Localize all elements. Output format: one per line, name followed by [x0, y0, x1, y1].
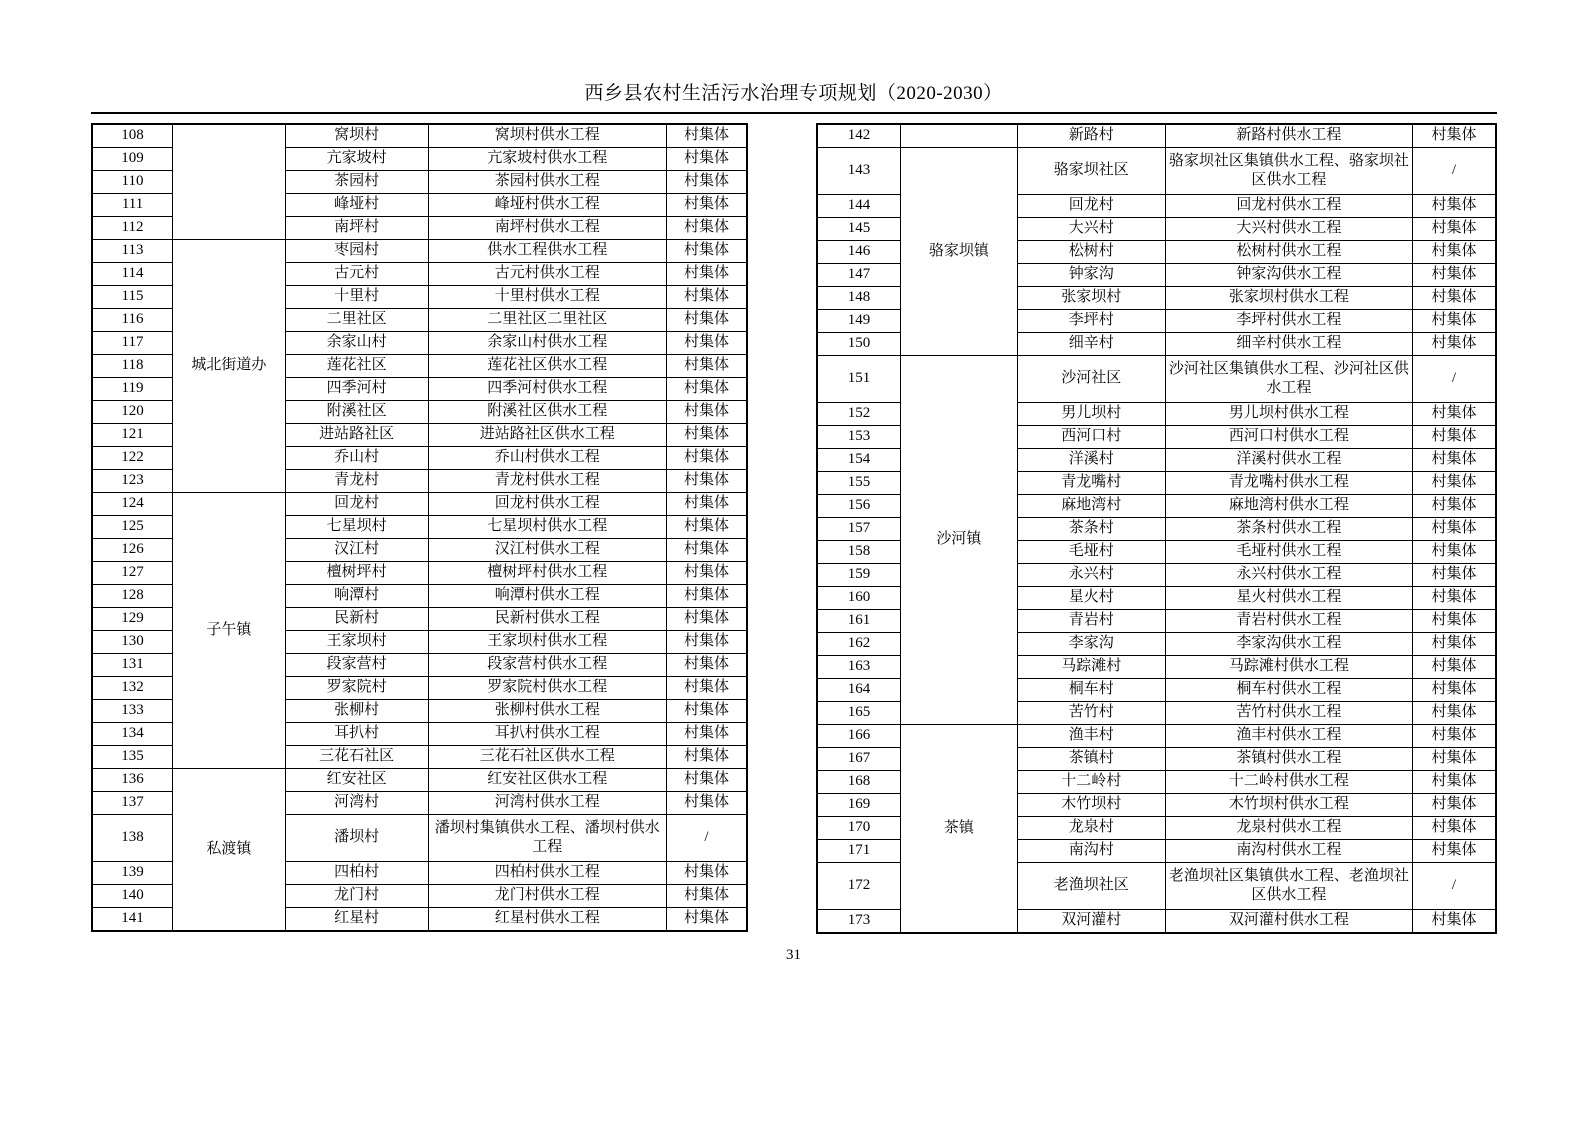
project-cell: 青龙村供水工程	[428, 470, 666, 493]
responsible-cell: 村集体	[666, 746, 747, 769]
village-cell: 麻地湾村	[1017, 495, 1165, 518]
project-cell: 茶条村供水工程	[1165, 518, 1412, 541]
row-number-cell: 171	[817, 840, 901, 863]
project-cell: 附溪社区供水工程	[428, 401, 666, 424]
responsible-cell: 村集体	[1412, 564, 1496, 587]
village-cell: 沙河社区	[1017, 356, 1165, 403]
project-cell: 河湾村供水工程	[428, 792, 666, 815]
project-cell: 余家山村供水工程	[428, 332, 666, 355]
village-cell: 李坪村	[1017, 310, 1165, 333]
project-cell: 峰垭村供水工程	[428, 194, 666, 217]
row-number-cell: 170	[817, 817, 901, 840]
village-cell: 渔丰村	[1017, 725, 1165, 748]
village-cell: 张家坝村	[1017, 287, 1165, 310]
village-cell: 段家营村	[285, 654, 428, 677]
row-number-cell: 169	[817, 794, 901, 817]
responsible-cell: /	[1412, 356, 1496, 403]
row-number-cell: 139	[92, 862, 173, 885]
table-row	[92, 769, 747, 792]
table-row	[817, 725, 1496, 748]
village-cell: 龙门村	[285, 885, 428, 908]
town-cell: 茶镇	[901, 725, 1018, 934]
row-number-cell: 126	[92, 539, 173, 562]
responsible-cell: 村集体	[1412, 310, 1496, 333]
row-number-cell: 157	[817, 518, 901, 541]
responsible-cell: 村集体	[1412, 702, 1496, 725]
village-cell: 附溪社区	[285, 401, 428, 424]
row-number-cell: 132	[92, 677, 173, 700]
project-cell: 红星村供水工程	[428, 908, 666, 932]
header-rule	[91, 112, 1497, 114]
row-number-cell: 168	[817, 771, 901, 794]
project-cell: 亢家坡村供水工程	[428, 148, 666, 171]
village-cell: 四季河村	[285, 378, 428, 401]
village-cell: 十二岭村	[1017, 771, 1165, 794]
village-cell: 桐车村	[1017, 679, 1165, 702]
responsible-cell: 村集体	[1412, 910, 1496, 934]
project-cell: 南坪村供水工程	[428, 217, 666, 240]
project-cell: 檀树坪村供水工程	[428, 562, 666, 585]
project-cell: 苦竹村供水工程	[1165, 702, 1412, 725]
village-cell: 洋溪村	[1017, 449, 1165, 472]
village-cell: 回龙村	[285, 493, 428, 516]
row-number-cell: 136	[92, 769, 173, 792]
row-number-cell: 131	[92, 654, 173, 677]
row-number-cell: 112	[92, 217, 173, 240]
responsible-cell: 村集体	[666, 493, 747, 516]
project-cell: 三花石社区供水工程	[428, 746, 666, 769]
project-cell: 二里社区二里社区	[428, 309, 666, 332]
row-number-cell: 109	[92, 148, 173, 171]
village-cell: 茶园村	[285, 171, 428, 194]
village-cell: 罗家院村	[285, 677, 428, 700]
village-cell: 枣园村	[285, 240, 428, 263]
project-cell: 汉江村供水工程	[428, 539, 666, 562]
village-cell: 民新村	[285, 608, 428, 631]
row-number-cell: 158	[817, 541, 901, 564]
responsible-cell: 村集体	[1412, 333, 1496, 356]
responsible-cell: 村集体	[666, 378, 747, 401]
village-cell: 钟家沟	[1017, 264, 1165, 287]
row-number-cell: 108	[92, 124, 173, 148]
row-number-cell: 146	[817, 241, 901, 264]
row-number-cell: 121	[92, 424, 173, 447]
village-cell: 南坪村	[285, 217, 428, 240]
town-cell: 城北街道办	[173, 240, 286, 493]
village-cell: 红星村	[285, 908, 428, 932]
row-number-cell: 120	[92, 401, 173, 424]
responsible-cell: 村集体	[666, 608, 747, 631]
project-cell: 茶园村供水工程	[428, 171, 666, 194]
project-cell: 供水工程供水工程	[428, 240, 666, 263]
responsible-cell: 村集体	[1412, 725, 1496, 748]
responsible-cell: 村集体	[666, 148, 747, 171]
project-cell: 窝坝村供水工程	[428, 124, 666, 148]
project-cell: 张家坝村供水工程	[1165, 287, 1412, 310]
responsible-cell: 村集体	[666, 700, 747, 723]
village-cell: 王家坝村	[285, 631, 428, 654]
town-cell: 沙河镇	[901, 356, 1018, 725]
row-number-cell: 163	[817, 656, 901, 679]
village-cell: 十里村	[285, 286, 428, 309]
responsible-cell: 村集体	[666, 171, 747, 194]
town-cell	[901, 124, 1018, 148]
table-row	[92, 240, 747, 263]
responsible-cell: 村集体	[666, 908, 747, 932]
project-cell: 渔丰村供水工程	[1165, 725, 1412, 748]
village-cell: 木竹坝村	[1017, 794, 1165, 817]
project-cell: 沙河社区集镇供水工程、沙河社区供水工程	[1165, 356, 1412, 403]
responsible-cell: 村集体	[1412, 518, 1496, 541]
row-number-cell: 147	[817, 264, 901, 287]
project-cell: 四季河村供水工程	[428, 378, 666, 401]
village-cell: 耳扒村	[285, 723, 428, 746]
village-cell: 青岩村	[1017, 610, 1165, 633]
responsible-cell: 村集体	[666, 677, 747, 700]
row-number-cell: 128	[92, 585, 173, 608]
table-row	[92, 124, 747, 148]
village-cell: 细辛村	[1017, 333, 1165, 356]
responsible-cell: 村集体	[1412, 241, 1496, 264]
village-cell: 南沟村	[1017, 840, 1165, 863]
responsible-cell: 村集体	[666, 263, 747, 286]
responsible-cell: 村集体	[1412, 472, 1496, 495]
project-cell: 红安社区供水工程	[428, 769, 666, 792]
village-cell: 马踪滩村	[1017, 656, 1165, 679]
row-number-cell: 142	[817, 124, 901, 148]
responsible-cell: 村集体	[666, 447, 747, 470]
row-number-cell: 167	[817, 748, 901, 771]
village-cell: 二里社区	[285, 309, 428, 332]
responsible-cell: 村集体	[1412, 633, 1496, 656]
header-title: 西乡县农村生活污水治理专项规划（2020-2030）	[584, 83, 1003, 104]
village-cell: 茶镇村	[1017, 748, 1165, 771]
responsible-cell: 村集体	[666, 240, 747, 263]
row-number-cell: 122	[92, 447, 173, 470]
project-cell: 莲花社区供水工程	[428, 355, 666, 378]
project-cell: 十里村供水工程	[428, 286, 666, 309]
village-cell: 峰垭村	[285, 194, 428, 217]
project-cell: 桐车村供水工程	[1165, 679, 1412, 702]
project-cell: 青龙嘴村供水工程	[1165, 472, 1412, 495]
row-number-cell: 137	[92, 792, 173, 815]
responsible-cell: 村集体	[666, 194, 747, 217]
village-cell: 檀树坪村	[285, 562, 428, 585]
project-cell: 细辛村供水工程	[1165, 333, 1412, 356]
responsible-cell: 村集体	[1412, 748, 1496, 771]
responsible-cell: 村集体	[666, 217, 747, 240]
row-number-cell: 143	[817, 148, 901, 195]
row-number-cell: 144	[817, 195, 901, 218]
row-number-cell: 125	[92, 516, 173, 539]
table-row	[817, 356, 1496, 403]
row-number-cell: 156	[817, 495, 901, 518]
table-row	[817, 124, 1496, 148]
project-cell: 星火村供水工程	[1165, 587, 1412, 610]
responsible-cell: 村集体	[1412, 124, 1496, 148]
row-number-cell: 134	[92, 723, 173, 746]
project-cell: 李家沟供水工程	[1165, 633, 1412, 656]
responsible-cell: 村集体	[666, 401, 747, 424]
row-number-cell: 117	[92, 332, 173, 355]
table-row	[817, 148, 1496, 195]
project-cell: 段家营村供水工程	[428, 654, 666, 677]
row-number-cell: 111	[92, 194, 173, 217]
project-cell: 李坪村供水工程	[1165, 310, 1412, 333]
responsible-cell: 村集体	[666, 424, 747, 447]
project-cell: 青岩村供水工程	[1165, 610, 1412, 633]
responsible-cell: 村集体	[1412, 794, 1496, 817]
responsible-cell: 村集体	[666, 654, 747, 677]
row-number-cell: 152	[817, 403, 901, 426]
village-cell: 回龙村	[1017, 195, 1165, 218]
responsible-cell: 村集体	[666, 585, 747, 608]
row-number-cell: 150	[817, 333, 901, 356]
village-cell: 苦竹村	[1017, 702, 1165, 725]
responsible-cell: 村集体	[666, 309, 747, 332]
village-cell: 男儿坝村	[1017, 403, 1165, 426]
row-number-cell: 133	[92, 700, 173, 723]
project-cell: 七星坝村供水工程	[428, 516, 666, 539]
row-number-cell: 162	[817, 633, 901, 656]
responsible-cell: 村集体	[1412, 495, 1496, 518]
row-number-cell: 153	[817, 426, 901, 449]
village-cell: 进站路社区	[285, 424, 428, 447]
responsible-cell: 村集体	[1412, 449, 1496, 472]
tables-container	[91, 123, 1587, 934]
project-cell: 松树村供水工程	[1165, 241, 1412, 264]
project-cell: 龙门村供水工程	[428, 885, 666, 908]
responsible-cell: 村集体	[1412, 287, 1496, 310]
row-number-cell: 119	[92, 378, 173, 401]
village-cell: 骆家坝社区	[1017, 148, 1165, 195]
row-number-cell: 160	[817, 587, 901, 610]
village-cell: 永兴村	[1017, 564, 1165, 587]
responsible-cell: 村集体	[1412, 264, 1496, 287]
project-cell: 马踪滩村供水工程	[1165, 656, 1412, 679]
row-number-cell: 130	[92, 631, 173, 654]
responsible-cell: 村集体	[666, 723, 747, 746]
responsible-cell: 村集体	[1412, 403, 1496, 426]
project-cell: 龙泉村供水工程	[1165, 817, 1412, 840]
project-cell: 罗家院村供水工程	[428, 677, 666, 700]
village-cell: 七星坝村	[285, 516, 428, 539]
project-cell: 麻地湾村供水工程	[1165, 495, 1412, 518]
village-cell: 乔山村	[285, 447, 428, 470]
responsible-cell: 村集体	[666, 355, 747, 378]
project-cell: 十二岭村供水工程	[1165, 771, 1412, 794]
village-cell: 松树村	[1017, 241, 1165, 264]
row-number-cell: 110	[92, 171, 173, 194]
row-number-cell: 151	[817, 356, 901, 403]
village-cell: 西河口村	[1017, 426, 1165, 449]
project-cell: 四柏村供水工程	[428, 862, 666, 885]
project-cell: 茶镇村供水工程	[1165, 748, 1412, 771]
responsible-cell: 村集体	[666, 792, 747, 815]
responsible-cell: 村集体	[1412, 656, 1496, 679]
project-cell: 回龙村供水工程	[428, 493, 666, 516]
village-cell: 青龙嘴村	[1017, 472, 1165, 495]
responsible-cell: 村集体	[666, 539, 747, 562]
project-cell: 毛垭村供水工程	[1165, 541, 1412, 564]
row-number-cell: 118	[92, 355, 173, 378]
row-number-cell: 159	[817, 564, 901, 587]
project-cell: 王家坝村供水工程	[428, 631, 666, 654]
village-cell: 毛垭村	[1017, 541, 1165, 564]
responsible-cell: /	[666, 815, 747, 862]
village-cell: 红安社区	[285, 769, 428, 792]
responsible-cell: 村集体	[666, 332, 747, 355]
responsible-cell: 村集体	[666, 862, 747, 885]
project-cell: 骆家坝社区集镇供水工程、骆家坝社区供水工程	[1165, 148, 1412, 195]
project-cell: 进站路社区供水工程	[428, 424, 666, 447]
row-number-cell: 116	[92, 309, 173, 332]
responsible-cell: 村集体	[666, 885, 747, 908]
project-cell: 南沟村供水工程	[1165, 840, 1412, 863]
village-cell: 星火村	[1017, 587, 1165, 610]
responsible-cell: 村集体	[1412, 817, 1496, 840]
responsible-cell: 村集体	[1412, 587, 1496, 610]
row-number-cell: 129	[92, 608, 173, 631]
village-cell: 李家沟	[1017, 633, 1165, 656]
village-cell: 潘坝村	[285, 815, 428, 862]
village-cell: 河湾村	[285, 792, 428, 815]
responsible-cell: 村集体	[1412, 195, 1496, 218]
row-number-cell: 165	[817, 702, 901, 725]
project-cell: 新路村供水工程	[1165, 124, 1412, 148]
project-cell: 耳扒村供水工程	[428, 723, 666, 746]
village-cell: 青龙村	[285, 470, 428, 493]
page-number: 31	[786, 947, 801, 963]
responsible-cell: 村集体	[1412, 840, 1496, 863]
row-number-cell: 114	[92, 263, 173, 286]
village-cell: 茶条村	[1017, 518, 1165, 541]
town-cell: 骆家坝镇	[901, 148, 1018, 356]
row-number-cell: 164	[817, 679, 901, 702]
responsible-cell: 村集体	[666, 124, 747, 148]
row-number-cell: 172	[817, 863, 901, 910]
project-cell: 大兴村供水工程	[1165, 218, 1412, 241]
row-number-cell: 148	[817, 287, 901, 310]
village-cell: 余家山村	[285, 332, 428, 355]
village-cell: 窝坝村	[285, 124, 428, 148]
project-cell: 木竹坝村供水工程	[1165, 794, 1412, 817]
row-number-cell: 173	[817, 910, 901, 934]
row-number-cell: 154	[817, 449, 901, 472]
village-cell: 三花石社区	[285, 746, 428, 769]
project-cell: 永兴村供水工程	[1165, 564, 1412, 587]
right-table	[816, 123, 1497, 934]
project-cell: 潘坝村集镇供水工程、潘坝村供水工程	[428, 815, 666, 862]
village-cell: 响潭村	[285, 585, 428, 608]
responsible-cell: 村集体	[1412, 771, 1496, 794]
village-cell: 大兴村	[1017, 218, 1165, 241]
project-cell: 老渔坝社区集镇供水工程、老渔坝社区供水工程	[1165, 863, 1412, 910]
village-cell: 莲花社区	[285, 355, 428, 378]
village-cell: 古元村	[285, 263, 428, 286]
project-cell: 张柳村供水工程	[428, 700, 666, 723]
village-cell: 汉江村	[285, 539, 428, 562]
responsible-cell: 村集体	[666, 470, 747, 493]
village-cell: 龙泉村	[1017, 817, 1165, 840]
responsible-cell: /	[1412, 863, 1496, 910]
responsible-cell: 村集体	[666, 631, 747, 654]
project-cell: 男儿坝村供水工程	[1165, 403, 1412, 426]
project-cell: 钟家沟供水工程	[1165, 264, 1412, 287]
responsible-cell: 村集体	[1412, 679, 1496, 702]
village-cell: 老渔坝社区	[1017, 863, 1165, 910]
village-cell: 亢家坡村	[285, 148, 428, 171]
row-number-cell: 149	[817, 310, 901, 333]
town-cell	[173, 124, 286, 240]
responsible-cell: /	[1412, 148, 1496, 195]
row-number-cell: 145	[817, 218, 901, 241]
row-number-cell: 124	[92, 493, 173, 516]
left-table	[91, 123, 748, 932]
town-cell: 私渡镇	[173, 769, 286, 932]
responsible-cell: 村集体	[1412, 541, 1496, 564]
responsible-cell: 村集体	[666, 286, 747, 309]
row-number-cell: 123	[92, 470, 173, 493]
project-cell: 民新村供水工程	[428, 608, 666, 631]
project-cell: 乔山村供水工程	[428, 447, 666, 470]
row-number-cell: 161	[817, 610, 901, 633]
project-cell: 洋溪村供水工程	[1165, 449, 1412, 472]
project-cell: 西河口村供水工程	[1165, 426, 1412, 449]
row-number-cell: 138	[92, 815, 173, 862]
project-cell: 双河灌村供水工程	[1165, 910, 1412, 934]
responsible-cell: 村集体	[1412, 610, 1496, 633]
table-row	[92, 493, 747, 516]
row-number-cell: 141	[92, 908, 173, 932]
row-number-cell: 115	[92, 286, 173, 309]
row-number-cell: 113	[92, 240, 173, 263]
row-number-cell: 127	[92, 562, 173, 585]
row-number-cell: 155	[817, 472, 901, 495]
town-cell: 子午镇	[173, 493, 286, 769]
row-number-cell: 140	[92, 885, 173, 908]
responsible-cell: 村集体	[666, 516, 747, 539]
row-number-cell: 135	[92, 746, 173, 769]
responsible-cell: 村集体	[666, 562, 747, 585]
row-number-cell: 166	[817, 725, 901, 748]
project-cell: 响潭村供水工程	[428, 585, 666, 608]
village-cell: 四柏村	[285, 862, 428, 885]
village-cell: 张柳村	[285, 700, 428, 723]
responsible-cell: 村集体	[1412, 218, 1496, 241]
project-cell: 古元村供水工程	[428, 263, 666, 286]
project-cell: 回龙村供水工程	[1165, 195, 1412, 218]
responsible-cell: 村集体	[666, 769, 747, 792]
responsible-cell: 村集体	[1412, 426, 1496, 449]
village-cell: 双河灌村	[1017, 910, 1165, 934]
village-cell: 新路村	[1017, 124, 1165, 148]
